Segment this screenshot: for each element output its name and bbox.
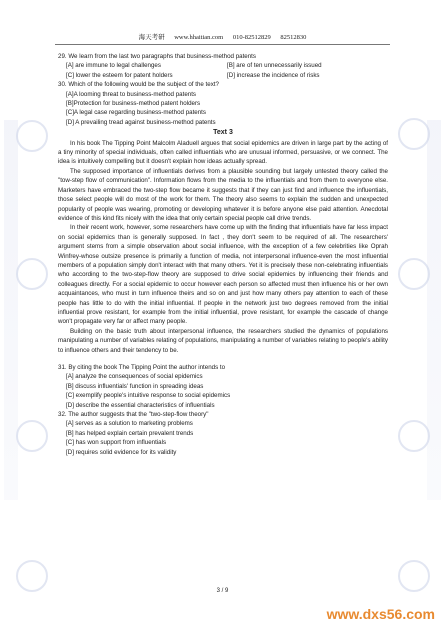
question-29-option-c: [C] lower the esteem for patent holders (66, 71, 173, 79)
question-29-options-row-1 (66, 61, 388, 70)
right-margin-decoration (427, 120, 441, 500)
header-phone-1: 010-82512829 (232, 34, 271, 41)
question-29-option-a: [A] are immune to legal challenges (66, 62, 161, 70)
watermark-logo (16, 120, 48, 152)
question-31-option-a: [A] analyze the consequences of social epidemics (66, 373, 203, 381)
question-30-option-a: [A]A looming threat to business-method patents (66, 90, 197, 98)
question-29-stem: 29. We learn from the last two paragraphs that business-method patents (58, 53, 256, 60)
question-32-option-b: [B] has helped explain certain prevalent trends (66, 429, 194, 437)
paragraph-2: The supposed importance of influentials derives from a plausible sounding but largely untested theory called the "tow-step flow of communication". Information flows from the media to the influentials and from them to everyone else. Marketers have embraced the two-step flow became it suggests that if they can just find and influence the influentials, those select people will do most of the work for them. The theory also seems to explain the sudden and unexpected popularity of people was wearing, promoting or developing whatever it is before anyone else paid attention. Anecdotal evidence of this kind fits nicely with the idea that only certain special people call drive trends. (58, 167, 388, 222)
page-header (0, 32, 445, 41)
header-url: www.hhaitian.com (174, 34, 224, 41)
question-30-stem: 30. Which of the following would be the subject of the text? (58, 81, 219, 89)
footer-watermark: www.dxs56.com (326, 606, 435, 622)
question-32-option-c: [C] has won support from influentials (66, 439, 167, 447)
question-29-options-row-2 (66, 71, 388, 80)
watermark-logo (16, 420, 48, 452)
document-body (58, 52, 388, 457)
watermark-logo (398, 258, 430, 290)
question-29-option-d: [D] increase the incidence of risks (227, 71, 320, 79)
question-30-option-d: [D] A prevailing tread against business-method patents (66, 118, 216, 126)
question-32-option-a: [A] serves as a solution to marketing problems (66, 420, 193, 428)
header-phone-2: 82512830 (280, 34, 307, 41)
watermark-logo (398, 118, 430, 150)
question-32-stem: 32. The author suggests that the "two-step-flow theory" (58, 411, 209, 419)
question-32-option-d: [D] requires solid evidence for its validity (66, 448, 177, 456)
question-31-option-b: [B] discuss influentials' function in spreading ideas (66, 382, 204, 390)
header-divider (55, 44, 390, 45)
question-31-option-c: [C] exemplify people's intuitive response to social epidemics (66, 392, 231, 400)
text-title: Text 3 (213, 129, 233, 137)
left-margin-decoration (4, 120, 18, 500)
question-30-option-b: [B]Protection for business-method patent holders (66, 100, 201, 108)
question-29-option-b: [B] are of ten unnecessarily issued (227, 62, 322, 70)
page-number: 3 / 9 (216, 588, 229, 594)
question-30-option-c: [C]A legal case regarding business-method patents (66, 109, 206, 117)
paragraph-1: In his book The Tipping Point Malcolm Aladuell argues that social epidemics are driven in large part by the acting of a tiny minority of special individuals, often called influentials who are unusual informed, persuasive, or we connect. The idea is intuitively compelling but it doesn't explain how ideas actually spread. (58, 139, 388, 166)
question-31-option-d: [D] describe the essential characteristics of influentials (66, 401, 215, 409)
header-brand: 海天考研 (138, 34, 165, 41)
watermark-logo (16, 258, 48, 290)
watermark-logo (398, 420, 430, 452)
paragraph-4: Building on the basic truth about interpersonal influence, the researchers studied the dynamics of populations manipulating a number of variables relating of populations, manipulating a number of variables relating to people's ability to influence others and their tendency to be. (58, 327, 388, 354)
question-31-stem: 31. By citing the book The Tipping Point the author intends to (58, 364, 226, 371)
paragraph-3: In their recent work, however, some researchers have come up with the finding that influentials have far less impact on social epidemics than is generally supposed. In fact , they don't seem to be required of all. The researchers' argument stems from a simple observation about social influence, with the exception of a few celebrities like Oprah Winfrey-whose outsize presence is primarily a function of media, not interpersonal influence-even the most influential members of a population simply don't interact with that many others. Yet it is precisely these non-celebrating influentials who according to the two-step-flow theory are supposed to drive social epidemics by influencing their friends and colleagues directly. For a social epidemic to occur however each person so affected must then influence his or her own acquaintances, who must in turn influence theirs and so on and just how many others pay attention to each of these people has little to do with the initial influential. If people in the network just two degrees removed from the initial influential prove resistant, for example from the initial influential, prove resistant, for example the cascade of change won't propagate very far or affect many people. (58, 224, 388, 326)
